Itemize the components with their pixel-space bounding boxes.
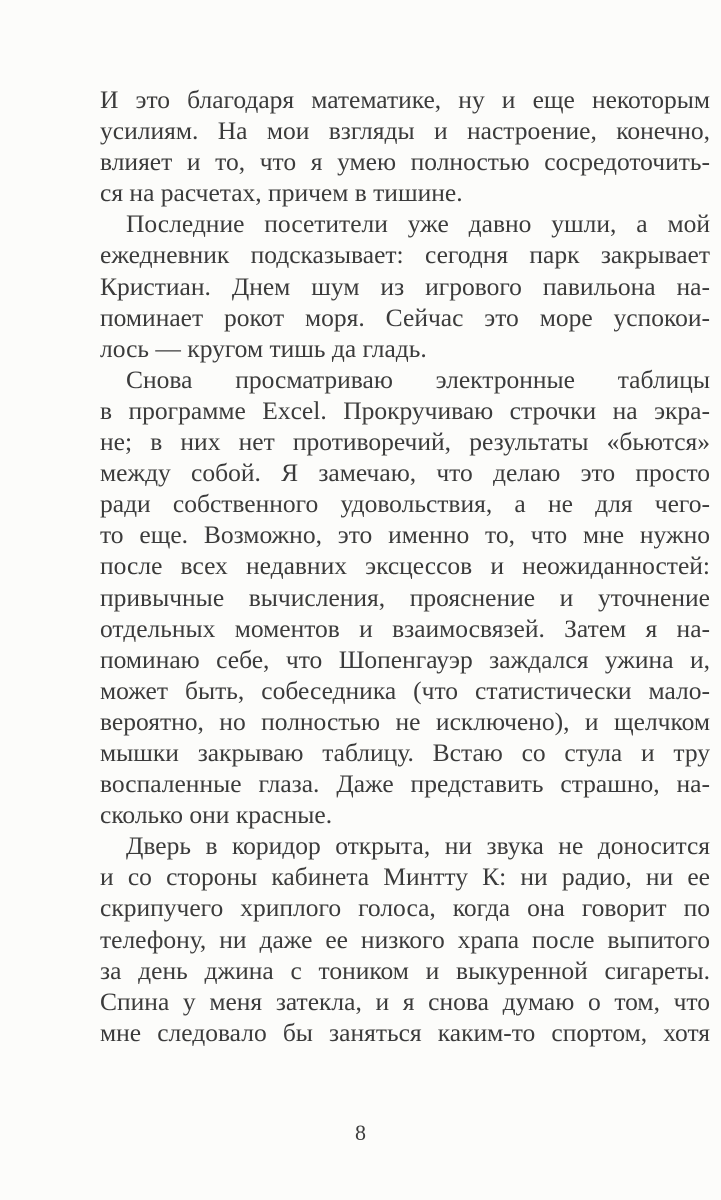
text-line: сколько они красные. [100,800,333,830]
text-line: И это благодаря математике, ну и еще некоторым [100,85,710,114]
text-line: и со стороны кабинета Минтту К: ни радио, ни ее [100,862,710,892]
text-line: вероятно, но полностью не исключено), и щелчком [100,706,710,736]
text-line: скрипучего хриплого голоса, когда она говорит по [100,893,710,923]
text-line: за день джина с тоником и выкуренной сигареты. [100,955,710,985]
paragraph [100,84,710,208]
text-line: то еще. Возможно, это именно то, что мне нужно [100,520,710,550]
text-line: телефону, ни даже ее низкого храпа после выпитого [100,924,710,954]
paragraph [100,830,710,1048]
paragraph [100,364,710,830]
text-line: усилиям. На мои взгляды и настроение, конечно, [100,116,710,146]
text-line: отдельных моментов и взаимосвязей. Затем я на- [100,613,710,643]
text-line: после всех недавних эксцессов и неожиданностей: [100,551,710,581]
text-line: не; в них нет противоречий, результаты «бьются» [100,427,710,457]
paragraph [100,208,710,363]
text-line: Кристиан. Днем шум из игрового павильона на- [100,271,710,301]
text-line: воспаленные глаза. Даже представить страшно, на- [100,769,710,799]
text-line: Дверь в коридор открыта, ни звука не доносится [126,831,710,861]
text-line: Снова просматриваю электронные таблицы [126,364,710,394]
text-line: Спина у меня затекла, и я снова думаю о том, что [100,986,710,1016]
text-line: привычные вычисления, прояснение и уточнение [100,582,710,612]
text-line: может быть, собеседника (что статистически мало- [100,675,710,705]
text-line: мне следовало бы заняться каким-то спортом, хотя [100,1017,710,1047]
text-line: влияет и то, что я умею полностью сосредоточить- [100,147,710,177]
text-line: между собой. Я замечаю, что делаю это просто [100,458,710,488]
text-line: в программе Excel. Прокручиваю строчки на экра- [100,395,710,425]
text-line: лось — кругом тишь да гладь. [100,333,427,363]
text-line: ся на расчетах, причем в тишине. [100,178,463,208]
text-line: мышки закрываю таблицу. Встаю со стула и тру [100,737,710,767]
text-line: поминаю себе, что Шопенгауэр заждался ужина и, [100,644,710,674]
page-number: 8 [355,1120,366,1145]
text-line: Последние посетители уже давно ушли, а мой [126,209,710,239]
text-line: ежедневник подсказывает: сегодня парк закрывает [100,240,710,270]
book-page-text [100,84,710,1048]
text-line: поминает рокот моря. Сейчас это море успокои- [100,302,710,332]
text-line: ради собственного удовольствия, а не для чего- [100,489,710,519]
